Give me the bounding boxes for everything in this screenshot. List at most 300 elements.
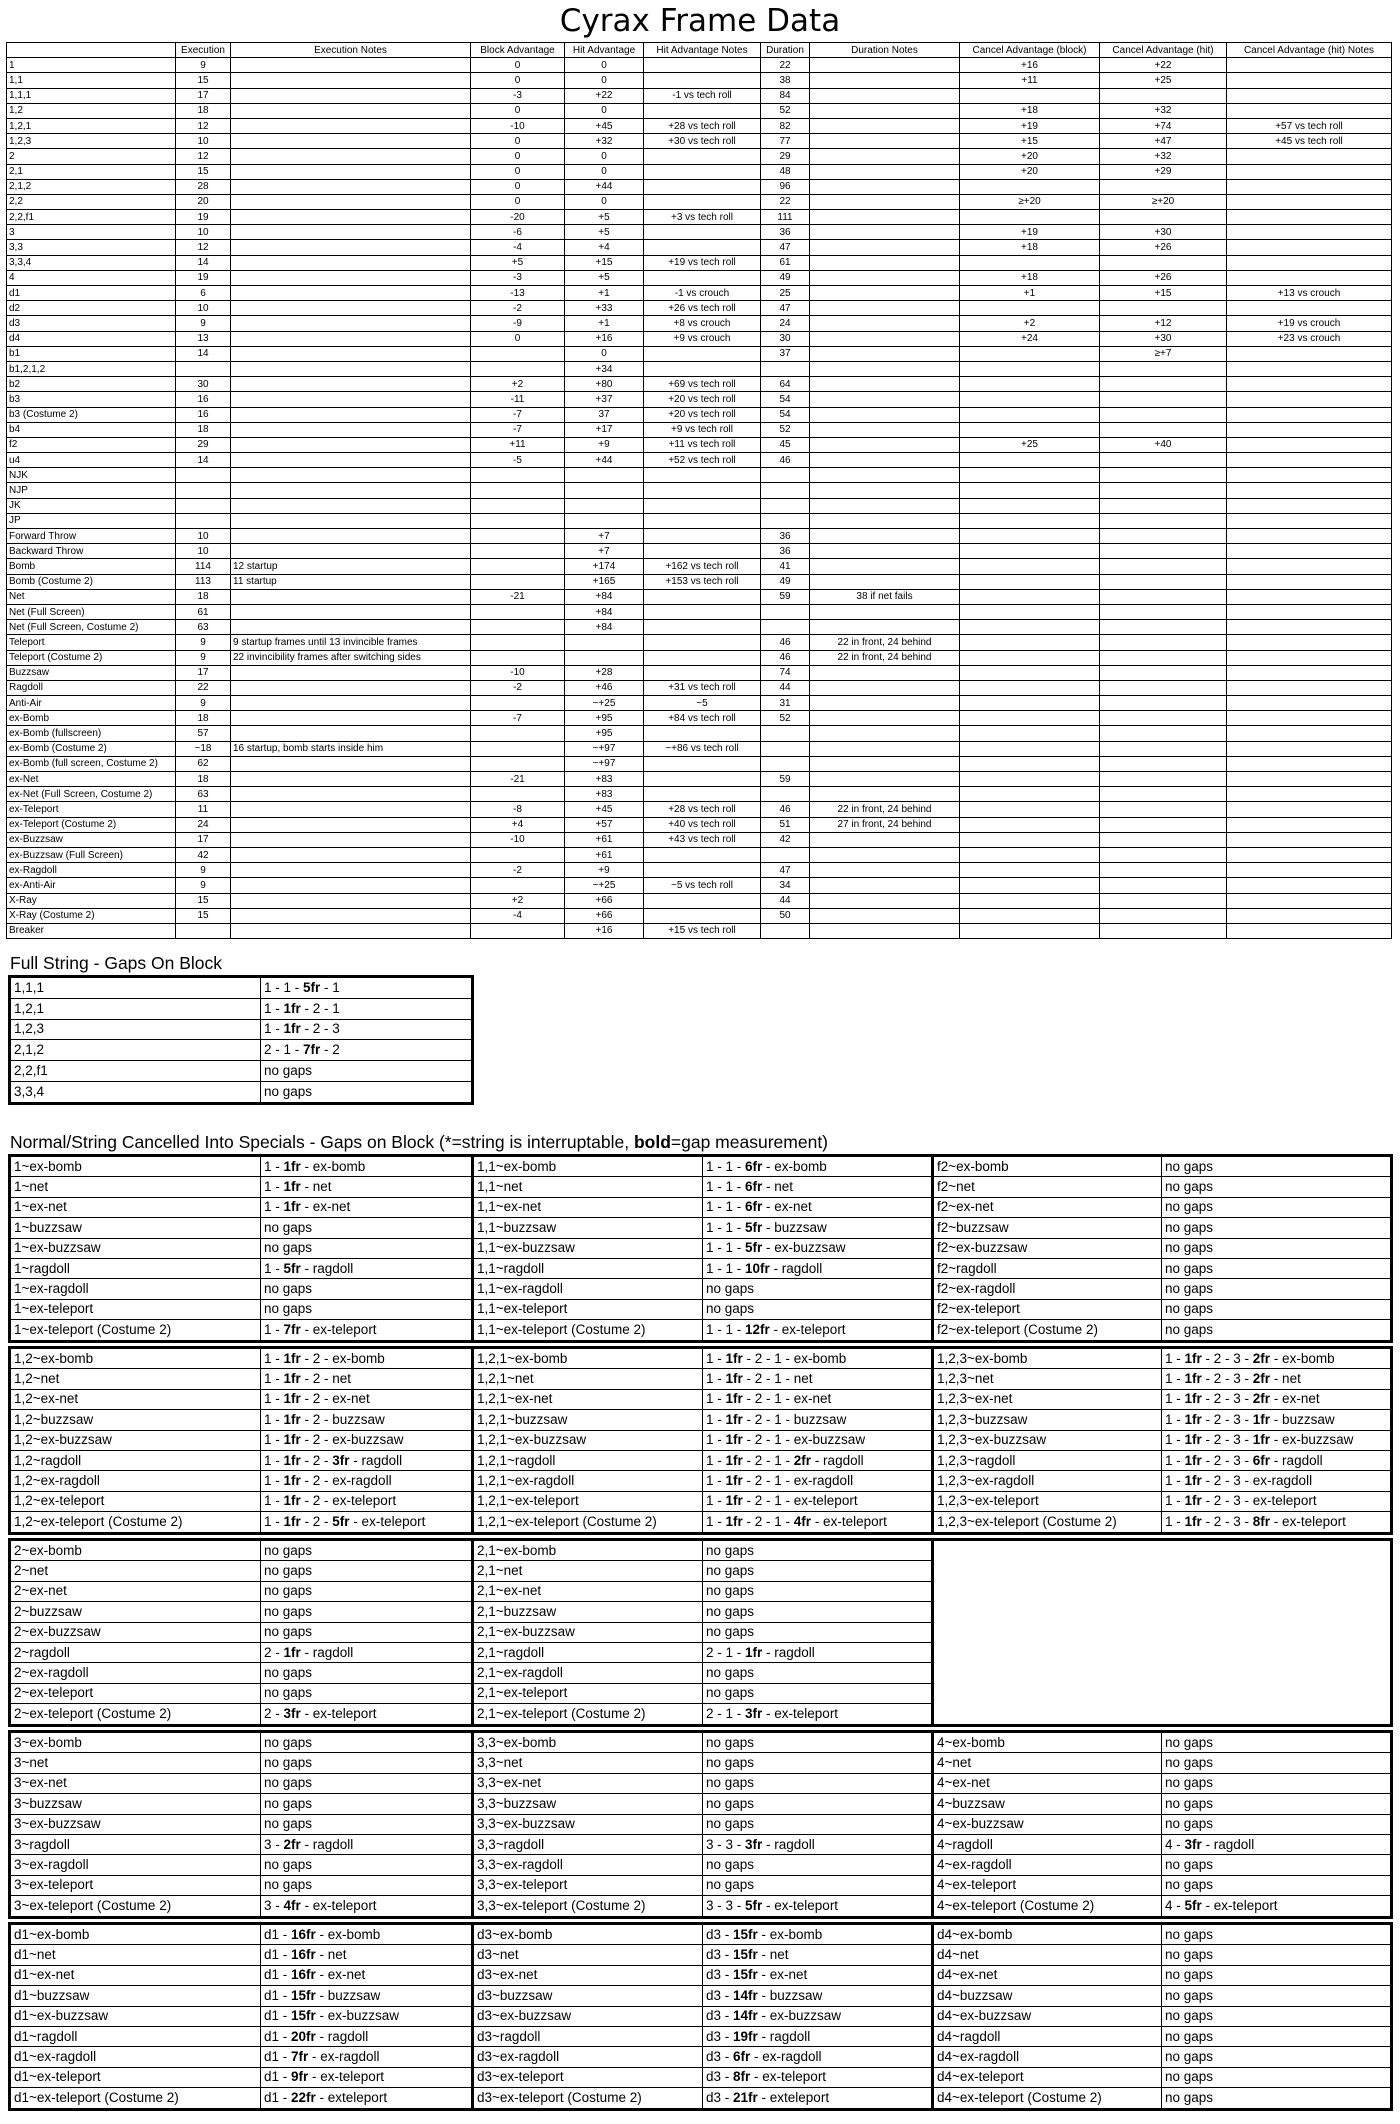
table-cell [810, 772, 960, 787]
cancel-move: 3~ex-ragdoll [10, 1855, 261, 1875]
table-cell: Net (Full Screen) [7, 604, 176, 619]
table-cell [644, 726, 761, 741]
table-cell [644, 893, 761, 908]
table-cell: 14 [176, 255, 231, 270]
table-cell: 18 [176, 589, 231, 604]
table-cell [231, 149, 471, 164]
gap-measurement: 1fr [283, 1158, 301, 1174]
table-row [10, 1896, 1392, 1917]
table-cell [565, 498, 644, 513]
cancel-move: 3,3~ex-ragdoll [473, 1855, 703, 1875]
gap-description: d1 - 7fr - ex-ragdoll [261, 2047, 473, 2067]
table-cell [176, 498, 231, 513]
table-cell [1227, 164, 1392, 179]
table-cell: 52 [761, 103, 810, 118]
gap-measurement: 1fr [1184, 1411, 1202, 1427]
gap-description: no gaps [1162, 2026, 1392, 2046]
gap-description: no gaps [1162, 1965, 1392, 1985]
table-row [7, 665, 1392, 680]
table-cell [761, 787, 810, 802]
table-cell: -7 [471, 407, 565, 422]
table-row [7, 255, 1392, 270]
table-cell [1100, 863, 1227, 878]
table-cell [471, 559, 565, 574]
table-cell [231, 377, 471, 392]
gap-description: no gaps [703, 1855, 933, 1875]
cancel-move: d4~ex-buzzsaw [933, 2006, 1162, 2026]
table-cell: 1,2,1 [7, 118, 176, 133]
gap-description: 1 - 1fr - 2 - 3 - 2fr - ex-net [1162, 1389, 1392, 1409]
table-cell: 2,1,2 [7, 179, 176, 194]
cancel-move: 1,2,3~ex-ragdoll [933, 1471, 1162, 1491]
table-cell: Backward Throw [7, 544, 176, 559]
cancel-move: 2,1~ex-bomb [473, 1540, 703, 1561]
table-cell: +45 [565, 118, 644, 133]
table-row [7, 437, 1392, 452]
gap-description: no gaps [261, 1238, 473, 1258]
table-cell [810, 73, 960, 88]
table-row [7, 832, 1392, 847]
table-cell: ≥+7 [1100, 346, 1227, 361]
table-cell: 11 startup [231, 574, 471, 589]
table-cell: 22 in front, 24 behind [810, 635, 960, 650]
table-cell: 0 [565, 58, 644, 73]
cancel-move: d3~ex-bomb [473, 1924, 703, 1945]
table-cell [644, 635, 761, 650]
cancel-move: 2~ex-ragdoll [10, 1663, 261, 1683]
gap-measurement: 1fr [1252, 1432, 1271, 1448]
gap-description: no gaps [261, 1561, 473, 1581]
table-cell: 0 [471, 149, 565, 164]
gap-description: no gaps [261, 1773, 473, 1793]
table-row [10, 1924, 1392, 1945]
table-cell [960, 711, 1100, 726]
table-row [7, 498, 1392, 513]
table-cell: 29 [176, 437, 231, 452]
table-cell: 9 [176, 635, 231, 650]
table-cell [1227, 711, 1392, 726]
table-cell: 18 [176, 711, 231, 726]
cancel-move: 1,2,1~ragdoll [473, 1450, 703, 1470]
table-row [7, 711, 1392, 726]
cancel-move: 1,2,3~buzzsaw [933, 1410, 1162, 1430]
table-cell [1100, 635, 1227, 650]
table-cell [1227, 923, 1392, 938]
table-cell: -20 [471, 210, 565, 225]
gap-measurement: 3fr [1184, 1836, 1202, 1852]
table-cell: 0 [471, 164, 565, 179]
table-cell [761, 756, 810, 771]
table-cell [1227, 103, 1392, 118]
table-cell: +46 [565, 680, 644, 695]
table-cell [231, 513, 471, 528]
table-row [7, 377, 1392, 392]
table-cell [176, 483, 231, 498]
table-cell [231, 908, 471, 923]
table-cell [960, 574, 1100, 589]
table-cell [960, 589, 1100, 604]
gap-measurement: 1fr [725, 1391, 743, 1407]
table-cell: 18 [176, 772, 231, 787]
table-cell: +22 [565, 88, 644, 103]
string-name: 2,1,2 [10, 1040, 261, 1061]
gap-description: 1 - 1fr - 2 - 1 - ex-buzzsaw [703, 1430, 933, 1450]
column-header: Hit Advantage Notes [644, 43, 761, 58]
table-cell [1227, 817, 1392, 832]
table-cell [810, 923, 960, 938]
table-row [10, 1389, 1392, 1409]
table-row [7, 331, 1392, 346]
gap-description: 2 - 1 - 7fr - 2 [261, 1040, 473, 1061]
table-row [7, 88, 1392, 103]
table-cell: +11 vs tech roll [644, 437, 761, 452]
gap-measurement: 21fr [733, 2089, 758, 2105]
table-cell: +83 [565, 772, 644, 787]
table-row [10, 1156, 1392, 1177]
table-cell [1227, 604, 1392, 619]
gap-description: no gaps [703, 1683, 933, 1703]
table-cell: +28 vs tech roll [644, 802, 761, 817]
table-cell [1100, 711, 1227, 726]
gap-description: 3 - 4fr - ex-teleport [261, 1896, 473, 1917]
frame-data-table [6, 42, 1392, 939]
table-row [7, 772, 1392, 787]
gap-description: no gaps [261, 1581, 473, 1601]
cancel-move: 1~ex-teleport (Costume 2) [10, 1320, 261, 1341]
table-cell: +29 [1100, 164, 1227, 179]
table-cell [1227, 255, 1392, 270]
table-cell [960, 361, 1100, 376]
table-row [10, 1430, 1392, 1450]
table-cell [1227, 377, 1392, 392]
table-cell [960, 620, 1100, 635]
gap-measurement: 6fr [1252, 1452, 1271, 1468]
gap-description: no gaps [261, 1081, 473, 1103]
cancel-move: 1~net [10, 1177, 261, 1197]
cancel-move: 3~ex-teleport [10, 1875, 261, 1895]
gap-measurement: 1fr [725, 1493, 743, 1509]
table-row [7, 194, 1392, 209]
gap-measurement: 1fr [1184, 1391, 1202, 1407]
gap-description: no gaps [1162, 1773, 1392, 1793]
gap-description: 1 - 1fr - 2 - 1 - 2fr - ragdoll [703, 1450, 933, 1470]
table-cell [810, 574, 960, 589]
table-cell: 4 [7, 270, 176, 285]
gap-description: no gaps [261, 1663, 473, 1683]
gap-description: no gaps [1162, 1875, 1392, 1895]
gap-measurement: 14fr [733, 2008, 758, 2024]
cancel-move: 4~ex-ragdoll [933, 1855, 1162, 1875]
cancel-move: d1~ex-net [10, 1965, 261, 1985]
table-cell [644, 498, 761, 513]
gap-description: no gaps [1162, 1855, 1392, 1875]
cancel-move: 4~buzzsaw [933, 1794, 1162, 1814]
gap-measurement: 20fr [291, 2028, 316, 2044]
table-cell [1227, 179, 1392, 194]
table-cell: 9 startup frames until 13 invincible frames [231, 635, 471, 650]
table-cell [1100, 529, 1227, 544]
table-cell: 47 [761, 301, 810, 316]
page-title: Cyrax Frame Data [559, 3, 841, 39]
table-cell [810, 787, 960, 802]
gap-description: no gaps [1162, 1197, 1392, 1217]
table-cell: Teleport (Costume 2) [7, 650, 176, 665]
table-cell: ~+86 vs tech roll [644, 741, 761, 756]
table-cell: +45 vs tech roll [1227, 134, 1392, 149]
gap-description: 1 - 1fr - ex-bomb [261, 1156, 473, 1177]
cancel-move: 1,2,1~ex-ragdoll [473, 1471, 703, 1491]
table-cell [1227, 513, 1392, 528]
table-cell: ~+25 [565, 878, 644, 893]
gap-measurement: 1fr [283, 1021, 301, 1037]
table-row [7, 134, 1392, 149]
table-cell [644, 604, 761, 619]
table-cell [810, 893, 960, 908]
cancel-move: 1,1~ex-bomb [473, 1156, 703, 1177]
gap-description: no gaps [261, 1279, 473, 1299]
gap-description: 1 - 1fr - 2 - 3fr - ragdoll [261, 1450, 473, 1470]
table-cell [471, 620, 565, 635]
gap-measurement: 12fr [745, 1321, 770, 1337]
table-cell [471, 650, 565, 665]
table-cell: -10 [471, 832, 565, 847]
gap-measurement: 7fr [291, 2049, 309, 2065]
table-cell [644, 544, 761, 559]
gap-measurement: 1fr [725, 1411, 743, 1427]
table-cell [231, 483, 471, 498]
table-row [7, 650, 1392, 665]
string-name: 2,2,f1 [10, 1061, 261, 1082]
table-cell: +34 [565, 361, 644, 376]
table-cell: +18 [960, 103, 1100, 118]
table-cell: +20 [960, 149, 1100, 164]
gap-measurement: 3fr [332, 1452, 350, 1468]
table-cell [231, 392, 471, 407]
table-cell: b2 [7, 377, 176, 392]
table-cell: +69 vs tech roll [644, 377, 761, 392]
gap-description: no gaps [1162, 1258, 1392, 1278]
gap-description: no gaps [703, 1622, 933, 1642]
table-cell [644, 346, 761, 361]
table-cell: 12 startup [231, 559, 471, 574]
table-cell: +26 [1100, 240, 1227, 255]
table-cell: 10 [176, 529, 231, 544]
table-cell [1227, 772, 1392, 787]
table-cell [761, 513, 810, 528]
gap-description: no gaps [261, 1732, 473, 1753]
table-cell: +52 vs tech roll [644, 453, 761, 468]
table-cell [960, 513, 1100, 528]
cancel-move: 1,2,3~ex-teleport [933, 1491, 1162, 1511]
table-cell: 48 [761, 164, 810, 179]
table-cell: 1,1 [7, 73, 176, 88]
table-cell [565, 650, 644, 665]
table-row [10, 2047, 1392, 2067]
cancel-move: 1,2,3~ex-teleport (Costume 2) [933, 1512, 1162, 1533]
table-cell [960, 544, 1100, 559]
table-cell [1100, 377, 1227, 392]
table-row [10, 1040, 473, 1061]
cancel-move: d3~ex-teleport [473, 2067, 703, 2087]
table-cell [1100, 559, 1227, 574]
table-row [7, 893, 1392, 908]
table-cell: +84 [565, 589, 644, 604]
gap-measurement: 3fr [745, 1836, 763, 1852]
cancel-move: d4~ex-teleport (Costume 2) [933, 2088, 1162, 2109]
table-cell: 46 [761, 635, 810, 650]
column-header: Block Advantage [471, 43, 565, 58]
cancel-gap-block [8, 1730, 1393, 1919]
table-cell: +43 vs tech roll [644, 832, 761, 847]
cancel-move: 1~ragdoll [10, 1258, 261, 1278]
table-cell [1227, 58, 1392, 73]
table-cell [644, 513, 761, 528]
table-cell: 49 [761, 574, 810, 589]
gap-description: no gaps [703, 1753, 933, 1773]
table-cell: +80 [565, 377, 644, 392]
table-cell [761, 620, 810, 635]
gap-description: no gaps [261, 1540, 473, 1561]
table-row [7, 149, 1392, 164]
cancel-move: 1,2~ex-buzzsaw [10, 1430, 261, 1450]
table-cell: f2 [7, 437, 176, 452]
cancel-move: d4~ragdoll [933, 2026, 1162, 2046]
gap-measurement: 2fr [283, 1836, 301, 1852]
table-cell [231, 316, 471, 331]
table-cell [810, 210, 960, 225]
table-cell [761, 923, 810, 938]
table-cell: -3 [471, 270, 565, 285]
gap-description: 1 - 1fr - 2 - 3 - ex-ragdoll [1162, 1471, 1392, 1491]
table-cell: 0 [565, 194, 644, 209]
gap-description: no gaps [1162, 1156, 1392, 1177]
gap-description: no gaps [261, 1814, 473, 1834]
column-header: Execution Notes [231, 43, 471, 58]
table-cell [1227, 468, 1392, 483]
cancel-move: d4~ex-teleport [933, 2067, 1162, 2087]
table-cell: 0 [565, 73, 644, 88]
table-cell: 9 [176, 878, 231, 893]
table-cell [1227, 787, 1392, 802]
table-cell: 63 [176, 620, 231, 635]
gap-description: 1 - 1 - 6fr - ex-net [703, 1197, 933, 1217]
cancel-move: 2~ex-buzzsaw [10, 1622, 261, 1642]
table-cell [1227, 832, 1392, 847]
table-row [10, 1855, 1392, 1875]
table-cell: Anti-Air [7, 696, 176, 711]
table-row [10, 1369, 1392, 1389]
gap-description: no gaps [703, 1602, 933, 1622]
table-cell [810, 863, 960, 878]
table-cell [810, 756, 960, 771]
cancel-move: d3~ex-ragdoll [473, 2047, 703, 2067]
table-cell: +2 [960, 316, 1100, 331]
table-row [10, 1320, 1392, 1341]
table-cell [810, 468, 960, 483]
cancel-move: 1,1~buzzsaw [473, 1218, 703, 1238]
table-cell [176, 468, 231, 483]
cancel-move: d3~net [473, 1945, 703, 1965]
gap-description: 1 - 1fr - 2 - ex-net [261, 1389, 473, 1409]
cancel-move: 1,2,3~ex-bomb [933, 1348, 1162, 1369]
table-cell: +5 [565, 270, 644, 285]
table-cell [1227, 407, 1392, 422]
table-cell: +17 [565, 422, 644, 437]
table-cell: +20 [960, 164, 1100, 179]
table-cell: 59 [761, 772, 810, 787]
table-cell: ex-Net [7, 772, 176, 787]
table-cell: ~+97 [565, 741, 644, 756]
gap-measurement: 1fr [725, 1513, 743, 1529]
cancel-move: 1,1~ex-ragdoll [473, 1279, 703, 1299]
gap-measurement: 1fr [1184, 1371, 1202, 1387]
cancel-move: 2~ex-net [10, 1581, 261, 1601]
table-cell [960, 680, 1100, 695]
table-cell: 10 [176, 544, 231, 559]
table-cell [960, 559, 1100, 574]
table-cell [960, 210, 1100, 225]
table-cell [231, 726, 471, 741]
cancel-move: 1,2,1~ex-teleport [473, 1491, 703, 1511]
table-cell: +74 [1100, 118, 1227, 133]
table-row [7, 817, 1392, 832]
table-cell: +45 [565, 802, 644, 817]
gap-measurement: 1fr [725, 1371, 743, 1387]
table-cell [960, 726, 1100, 741]
table-cell [1100, 832, 1227, 847]
table-cell: ex-Teleport (Costume 2) [7, 817, 176, 832]
table-cell [1227, 635, 1392, 650]
cancel-move: 1,2,3~net [933, 1369, 1162, 1389]
table-cell: 11 [176, 802, 231, 817]
table-cell: 2 [7, 149, 176, 164]
table-cell [1227, 544, 1392, 559]
cancel-move: 2,1~ex-ragdoll [473, 1663, 703, 1683]
table-row [10, 1348, 1392, 1369]
table-cell: 44 [761, 680, 810, 695]
table-cell: X-Ray (Costume 2) [7, 908, 176, 923]
table-cell: Buzzsaw [7, 665, 176, 680]
table-cell [644, 103, 761, 118]
table-cell: -11 [471, 392, 565, 407]
table-cell: 45 [761, 437, 810, 452]
cancel-move: 1,2~net [10, 1369, 261, 1389]
table-cell [810, 422, 960, 437]
table-row [10, 1450, 1392, 1470]
table-cell: 82 [761, 118, 810, 133]
gap-description: no gaps [1162, 1732, 1392, 1753]
cancel-move: 2~buzzsaw [10, 1602, 261, 1622]
cancel-move: 1~ex-net [10, 1197, 261, 1217]
table-cell [1100, 802, 1227, 817]
table-cell: +95 [565, 711, 644, 726]
gap-description: no gaps [1162, 1986, 1392, 2006]
table-cell: +24 [960, 331, 1100, 346]
table-cell: +44 [565, 453, 644, 468]
table-cell [471, 604, 565, 619]
table-cell [1100, 498, 1227, 513]
table-cell [810, 134, 960, 149]
cancel-move: d3~ex-buzzsaw [473, 2006, 703, 2026]
table-cell [1227, 893, 1392, 908]
table-cell: Net [7, 589, 176, 604]
table-row [10, 1512, 1392, 1533]
table-cell: b3 (Costume 2) [7, 407, 176, 422]
table-cell [644, 361, 761, 376]
table-row [7, 118, 1392, 133]
table-cell: 15 [176, 164, 231, 179]
table-cell [1227, 483, 1392, 498]
